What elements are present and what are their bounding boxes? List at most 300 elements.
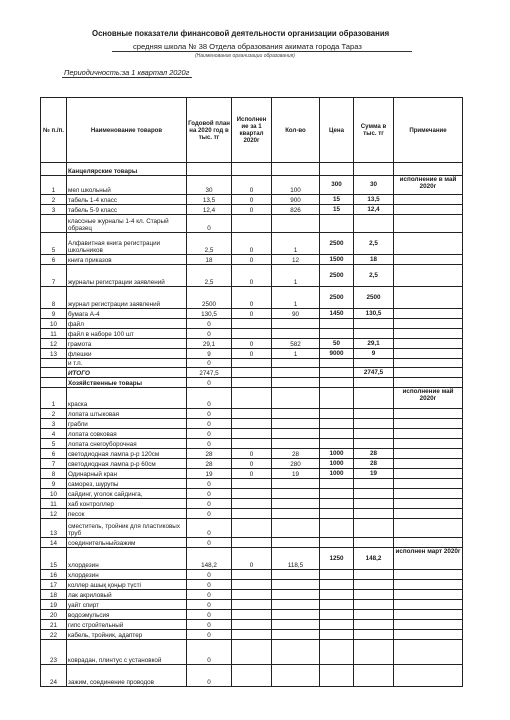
cell-quantity <box>272 665 320 687</box>
cell-number <box>41 368 67 378</box>
cell-price <box>320 509 354 519</box>
cell-note <box>394 570 463 580</box>
cell-execution: 0 <box>232 265 272 287</box>
cell-number: 9 <box>41 479 67 489</box>
cell-note <box>394 499 463 509</box>
cell-note <box>394 309 463 319</box>
cell-name: зажим, соединение проводов <box>67 665 187 687</box>
cell-execution: 0 <box>232 449 272 459</box>
cell-plan: 0 <box>187 439 232 449</box>
cell-price <box>320 600 354 610</box>
cell-quantity <box>272 368 320 378</box>
cell-quantity: 28 <box>272 449 320 459</box>
cell-sum <box>354 489 394 499</box>
cell-quantity <box>272 580 320 590</box>
cell-plan: 0 <box>187 620 232 630</box>
cell-sum: 12,4 <box>354 205 394 215</box>
cell-execution: 0 <box>232 349 272 359</box>
cell-price: 2500 <box>320 233 354 255</box>
cell-quantity: 118,5 <box>272 548 320 570</box>
cell-number: 13 <box>41 349 67 359</box>
cell-execution <box>232 479 272 489</box>
cell-sum <box>354 439 394 449</box>
cell-execution: 0 <box>232 195 272 205</box>
cell-plan: 2747,5 <box>187 368 232 378</box>
table-row <box>41 339 463 349</box>
cell-execution <box>232 368 272 378</box>
table-row <box>41 378 463 388</box>
cell-quantity <box>272 570 320 580</box>
cell-note <box>394 233 463 255</box>
cell-name: светодиодная лампа р-р 120см <box>67 449 187 459</box>
table-row <box>41 195 463 205</box>
cell-price <box>320 368 354 378</box>
cell-price <box>320 640 354 665</box>
cell-note <box>394 479 463 489</box>
cell-quantity: 900 <box>272 195 320 205</box>
cell-quantity: 19 <box>272 469 320 479</box>
cell-number: 5 <box>41 233 67 255</box>
cell-plan: 9 <box>187 349 232 359</box>
cell-note: исполнен март 2020г <box>394 548 463 570</box>
cell-plan: 0 <box>187 388 232 409</box>
cell-name: саморез, шурупы <box>67 479 187 489</box>
cell-note <box>394 630 463 640</box>
cell-execution <box>232 665 272 687</box>
cell-number: 8 <box>41 287 67 309</box>
cell-name: гипс стройтельный <box>67 620 187 630</box>
cell-name: лопата совковая <box>67 429 187 439</box>
cell-sum: 148,2 <box>354 548 394 570</box>
table-row <box>41 419 463 429</box>
cell-price: 1450 <box>320 309 354 319</box>
cell-note <box>394 538 463 548</box>
cell-note <box>394 620 463 630</box>
col-header-quantity: Кол-во <box>272 98 320 163</box>
cell-price <box>320 163 354 176</box>
cell-sum <box>354 580 394 590</box>
cell-plan: 0 <box>187 630 232 640</box>
cell-name: и т.п. <box>67 359 187 368</box>
cell-name: Алфавитная книга регистрации школьников <box>67 233 187 255</box>
period-label: Периодичность:за 1 квартал 2020г <box>64 68 190 77</box>
table-row <box>41 570 463 580</box>
cell-sum <box>354 215 394 233</box>
cell-execution <box>232 163 272 176</box>
cell-number <box>41 215 67 233</box>
cell-number: 15 <box>41 548 67 570</box>
cell-price <box>320 580 354 590</box>
cell-sum: 2500 <box>354 287 394 309</box>
cell-quantity <box>272 600 320 610</box>
cell-plan: 130,5 <box>187 309 232 319</box>
cell-sum: 13,5 <box>354 195 394 205</box>
cell-number: 13 <box>41 519 67 538</box>
cell-name: Канцелярские товары <box>67 163 187 176</box>
table-row <box>41 388 463 409</box>
cell-quantity <box>272 590 320 600</box>
cell-price: 9000 <box>320 349 354 359</box>
cell-plan: 0 <box>187 419 232 429</box>
cell-note <box>394 195 463 205</box>
organization-caption: (Наименование организации образования) <box>195 53 295 59</box>
cell-note <box>394 590 463 600</box>
cell-price: 2500 <box>320 287 354 309</box>
cell-execution: 0 <box>232 205 272 215</box>
cell-quantity <box>272 509 320 519</box>
cell-price <box>320 388 354 409</box>
cell-plan: 0 <box>187 429 232 439</box>
col-header-price: Цена <box>320 98 354 163</box>
cell-price <box>320 499 354 509</box>
cell-price: 15 <box>320 205 354 215</box>
cell-note <box>394 419 463 429</box>
cell-quantity: 1 <box>272 233 320 255</box>
cell-price <box>320 319 354 329</box>
cell-number: 17 <box>41 580 67 590</box>
cell-name: светодиодная лампа р-р 60см <box>67 459 187 469</box>
cell-execution <box>232 419 272 429</box>
cell-plan: 12,4 <box>187 205 232 215</box>
cell-number: 12 <box>41 509 67 519</box>
cell-price <box>320 439 354 449</box>
cell-quantity <box>272 479 320 489</box>
cell-execution <box>232 409 272 419</box>
cell-price <box>320 590 354 600</box>
cell-quantity: 582 <box>272 339 320 349</box>
cell-price <box>320 359 354 368</box>
cell-sum: 130,5 <box>354 309 394 319</box>
cell-execution <box>232 509 272 519</box>
cell-price <box>320 630 354 640</box>
cell-note <box>394 349 463 359</box>
cell-number: 11 <box>41 329 67 339</box>
cell-name: лак акриловый <box>67 590 187 600</box>
cell-quantity <box>272 640 320 665</box>
cell-quantity: 1 <box>272 349 320 359</box>
cell-quantity <box>272 378 320 388</box>
cell-execution <box>232 630 272 640</box>
cell-number: 22 <box>41 630 67 640</box>
cell-note <box>394 600 463 610</box>
cell-name: флешки <box>67 349 187 359</box>
cell-price: 1000 <box>320 449 354 459</box>
cell-name: сайдинг, уголок сайдинга, <box>67 489 187 499</box>
cell-price <box>320 489 354 499</box>
cell-sum: 19 <box>354 469 394 479</box>
cell-note <box>394 509 463 519</box>
cell-plan: 0 <box>187 319 232 329</box>
cell-sum: 29,1 <box>354 339 394 349</box>
period-underline <box>62 77 192 78</box>
table-row <box>41 439 463 449</box>
cell-quantity: 90 <box>272 309 320 319</box>
cell-number: 12 <box>41 339 67 349</box>
cell-note <box>394 580 463 590</box>
table-row <box>41 265 463 287</box>
cell-execution <box>232 215 272 233</box>
table-row <box>41 359 463 368</box>
cell-sum <box>354 388 394 409</box>
cell-name: файл в наборе 100 шт <box>67 329 187 339</box>
cell-quantity <box>272 359 320 368</box>
cell-note: исполнение в май 2020г <box>394 176 463 195</box>
cell-plan: 0 <box>187 329 232 339</box>
table-row <box>41 459 463 469</box>
cell-execution: 0 <box>232 548 272 570</box>
cell-price: 2500 <box>320 265 354 287</box>
cell-quantity <box>272 329 320 339</box>
cell-note <box>394 319 463 329</box>
cell-quantity <box>272 419 320 429</box>
cell-name: песок <box>67 509 187 519</box>
cell-note <box>394 439 463 449</box>
cell-note <box>394 163 463 176</box>
cell-sum <box>354 479 394 489</box>
organization-name: средняя школа № 38 Отдела образования акимата города Тараз <box>133 42 362 51</box>
cell-name: журнал регистрации заявлений <box>67 287 187 309</box>
cell-plan: 0 <box>187 489 232 499</box>
cell-note <box>394 519 463 538</box>
cell-quantity <box>272 519 320 538</box>
cell-sum <box>354 610 394 620</box>
cell-price <box>320 378 354 388</box>
cell-execution <box>232 580 272 590</box>
cell-name: хлордезин <box>67 570 187 580</box>
cell-note <box>394 469 463 479</box>
financial-table <box>40 97 463 687</box>
table-row <box>41 449 463 459</box>
cell-quantity <box>272 538 320 548</box>
cell-execution: 0 <box>232 287 272 309</box>
cell-execution <box>232 439 272 449</box>
cell-price <box>320 479 354 489</box>
table-row <box>41 620 463 630</box>
cell-sum: 28 <box>354 449 394 459</box>
cell-quantity <box>272 630 320 640</box>
cell-plan: 0 <box>187 509 232 519</box>
cell-sum <box>354 163 394 176</box>
col-header-name: Наименование товаров <box>67 98 187 163</box>
cell-plan: 0 <box>187 359 232 368</box>
cell-quantity: 12 <box>272 255 320 265</box>
cell-note <box>394 489 463 499</box>
cell-sum: 30 <box>354 176 394 195</box>
cell-number: 21 <box>41 620 67 630</box>
cell-quantity <box>272 429 320 439</box>
cell-number: 2 <box>41 195 67 205</box>
cell-name: журналы регистрации заявлений <box>67 265 187 287</box>
cell-name: коллер ашық қоңыр түсті <box>67 580 187 590</box>
cell-number: 16 <box>41 570 67 580</box>
cell-name: файл <box>67 319 187 329</box>
cell-sum: 18 <box>354 255 394 265</box>
cell-sum <box>354 640 394 665</box>
cell-sum <box>354 329 394 339</box>
cell-price <box>320 620 354 630</box>
cell-sum: 2,5 <box>354 233 394 255</box>
cell-note <box>394 449 463 459</box>
cell-plan: 30 <box>187 176 232 195</box>
cell-price <box>320 519 354 538</box>
table-row <box>41 319 463 329</box>
cell-sum <box>354 419 394 429</box>
cell-price: 15 <box>320 195 354 205</box>
table-row <box>41 499 463 509</box>
cell-execution: 0 <box>232 339 272 349</box>
cell-execution: 0 <box>232 176 272 195</box>
cell-plan: 0 <box>187 519 232 538</box>
cell-execution <box>232 359 272 368</box>
cell-plan: 28 <box>187 459 232 469</box>
cell-sum <box>354 359 394 368</box>
cell-quantity <box>272 489 320 499</box>
cell-sum <box>354 590 394 600</box>
col-header-execution: Исполнен ие за 1 квартал 2020г <box>232 98 272 163</box>
cell-number: 4 <box>41 429 67 439</box>
col-header-note: Примечание <box>394 98 463 163</box>
cell-name: сместитель, тройник для пластиковых труб <box>67 519 187 538</box>
cell-name: ИТОГО <box>67 368 187 378</box>
cell-execution <box>232 329 272 339</box>
table-row <box>41 409 463 419</box>
cell-plan: 2500 <box>187 287 232 309</box>
cell-price <box>320 215 354 233</box>
cell-note <box>394 665 463 687</box>
cell-number: 10 <box>41 489 67 499</box>
cell-note: исполнение май 2020г <box>394 388 463 409</box>
cell-quantity: 1 <box>272 265 320 287</box>
cell-price: 1000 <box>320 459 354 469</box>
cell-plan: 19 <box>187 469 232 479</box>
cell-price: 50 <box>320 339 354 349</box>
cell-sum <box>354 499 394 509</box>
table-row <box>41 176 463 195</box>
cell-quantity: 826 <box>272 205 320 215</box>
cell-quantity <box>272 388 320 409</box>
cell-quantity <box>272 620 320 630</box>
cell-note <box>394 205 463 215</box>
table-row <box>41 349 463 359</box>
cell-name: Одинарный кран <box>67 469 187 479</box>
table-row <box>41 665 463 687</box>
cell-name: хлордезин <box>67 548 187 570</box>
cell-name: табель 5-9 класс <box>67 205 187 215</box>
cell-plan: 0 <box>187 409 232 419</box>
table-row <box>41 519 463 538</box>
table-header-row <box>41 98 463 163</box>
cell-price <box>320 538 354 548</box>
cell-quantity: 100 <box>272 176 320 195</box>
cell-number: 3 <box>41 419 67 429</box>
cell-number: 7 <box>41 459 67 469</box>
cell-plan: 0 <box>187 570 232 580</box>
cell-number: 6 <box>41 255 67 265</box>
table-row <box>41 429 463 439</box>
cell-price <box>320 429 354 439</box>
cell-name: мел школьный <box>67 176 187 195</box>
cell-note <box>394 215 463 233</box>
cell-name: хаб контроллер <box>67 499 187 509</box>
cell-sum: 2747,5 <box>354 368 394 378</box>
col-header-annual-plan: Годовой план на 2020 год в тыс. тг <box>187 98 232 163</box>
cell-name: классные журналы 1-4 кл. Старый образец <box>67 215 187 233</box>
cell-number: 19 <box>41 600 67 610</box>
table-row <box>41 469 463 479</box>
cell-plan: 0 <box>187 590 232 600</box>
cell-sum <box>354 570 394 580</box>
cell-quantity: 280 <box>272 459 320 469</box>
cell-sum: 9 <box>354 349 394 359</box>
table-row <box>41 600 463 610</box>
cell-sum <box>354 620 394 630</box>
cell-note <box>394 459 463 469</box>
cell-plan: 0 <box>187 499 232 509</box>
cell-number: 11 <box>41 499 67 509</box>
cell-plan: 0 <box>187 640 232 665</box>
cell-price <box>320 419 354 429</box>
cell-name: краска <box>67 388 187 409</box>
table-row <box>41 205 463 215</box>
cell-sum <box>354 429 394 439</box>
cell-note <box>394 409 463 419</box>
cell-quantity <box>272 319 320 329</box>
cell-price: 300 <box>320 176 354 195</box>
cell-name: Хозяйственные товары <box>67 378 187 388</box>
cell-note <box>394 255 463 265</box>
cell-number: 20 <box>41 610 67 620</box>
cell-price <box>320 329 354 339</box>
cell-quantity <box>272 499 320 509</box>
table-row <box>41 509 463 519</box>
cell-sum <box>354 378 394 388</box>
table-body <box>41 163 463 687</box>
table-row <box>41 489 463 499</box>
cell-quantity: 1 <box>272 287 320 309</box>
cell-execution <box>232 620 272 630</box>
cell-sum <box>354 665 394 687</box>
organization-underline <box>112 51 412 52</box>
cell-plan: 18 <box>187 255 232 265</box>
cell-execution <box>232 378 272 388</box>
cell-note <box>394 287 463 309</box>
cell-execution <box>232 600 272 610</box>
cell-sum <box>354 538 394 548</box>
cell-plan: 29,1 <box>187 339 232 349</box>
cell-plan: 2,5 <box>187 233 232 255</box>
cell-execution: 0 <box>232 459 272 469</box>
cell-note <box>394 610 463 620</box>
cell-price <box>320 610 354 620</box>
cell-number: 1 <box>41 388 67 409</box>
cell-plan: 0 <box>187 600 232 610</box>
table-row <box>41 548 463 570</box>
cell-sum <box>354 319 394 329</box>
table-row <box>41 538 463 548</box>
cell-price: 1500 <box>320 255 354 265</box>
cell-number: 10 <box>41 319 67 329</box>
cell-execution <box>232 610 272 620</box>
cell-note <box>394 265 463 287</box>
table-row <box>41 233 463 255</box>
cell-name: коврадан, плинтус с установкой <box>67 640 187 665</box>
cell-number: 5 <box>41 439 67 449</box>
col-header-number: № п./п. <box>41 98 67 163</box>
cell-name: грабли <box>67 419 187 429</box>
cell-quantity <box>272 215 320 233</box>
cell-plan: 0 <box>187 215 232 233</box>
cell-sum: 2,5 <box>354 265 394 287</box>
